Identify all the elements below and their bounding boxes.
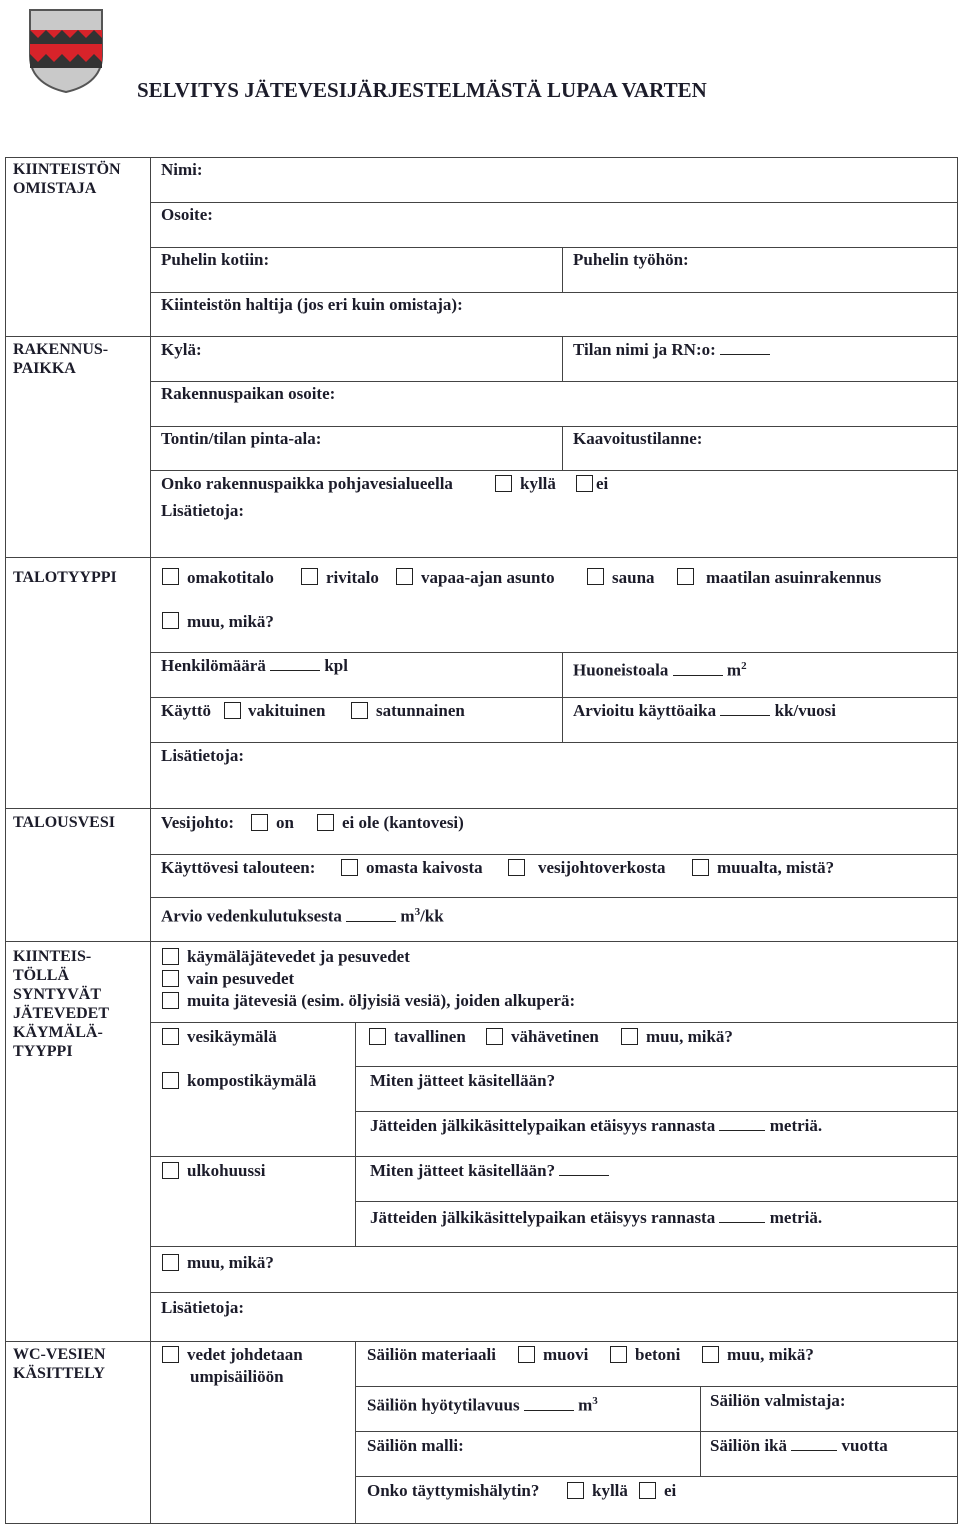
material-concrete-checkbox[interactable]	[610, 1346, 627, 1363]
own-well-checkbox[interactable]	[341, 859, 358, 876]
phone-work-field[interactable]: Puhelin työhön:	[573, 250, 689, 269]
estate-field[interactable]	[573, 340, 770, 360]
outhouse-checkbox[interactable]	[162, 1162, 179, 1179]
section-house-type: TALOTYYPPI	[13, 569, 117, 586]
house-other-checkbox[interactable]	[162, 612, 179, 629]
usetime-unit: kk/vuosi	[774, 701, 837, 720]
persons-field[interactable]	[161, 656, 348, 676]
groundwater-no-label: ei	[596, 474, 609, 493]
area-label: Huoneistoala	[573, 660, 669, 680]
other-waste-label: muita jätevesiä (esim. öljyisiä vesiä), joiden alkuperä:	[187, 991, 576, 1010]
compost-toilet-checkbox[interactable]	[162, 1072, 179, 1089]
distance2-label: Jätteiden jälkikäsittelypaikan etäisyys rannasta	[370, 1208, 716, 1227]
tank-model-field[interactable]: Säiliön malli:	[367, 1436, 464, 1455]
pipe-none-label: ei ole (kantovesi)	[342, 813, 464, 832]
material-concrete-label: betoni	[635, 1345, 681, 1364]
water-toilet-label: vesikäymälä	[187, 1027, 277, 1046]
owner-name-field[interactable]: Nimi:	[161, 160, 203, 179]
section-owner: KIINTEISTÖN OMISTAJA	[13, 161, 121, 197]
capacity-label: Säiliön hyötytilavuus	[367, 1395, 520, 1415]
toilet-other-label: muu, mikä?	[646, 1027, 733, 1046]
area-exponent: 2	[741, 660, 747, 672]
site-area-field[interactable]: Tontin/tilan pinta-ala:	[161, 429, 322, 448]
groundwater-yes-checkbox[interactable]	[495, 475, 512, 492]
water-toilet-checkbox[interactable]	[162, 1028, 179, 1045]
persons-unit: kpl	[324, 656, 348, 675]
source-label: Käyttövesi talouteen:	[161, 858, 316, 877]
alarm-yes-label: kyllä	[592, 1481, 628, 1500]
groundwater-question: Onko rakennuspaikka pohjavesialueella	[161, 474, 453, 493]
house-other-label: muu, mikä?	[187, 612, 274, 631]
pipe-label: Vesijohto:	[161, 813, 235, 832]
toilet-normal-label: tavallinen	[394, 1027, 466, 1046]
holder-field[interactable]: Kiinteistön haltija (jos eri kuin omistaja):	[161, 295, 463, 314]
section-waste-water: KIINTEIS-TÖLLÄ SYNTYVÄT JÄTEVEDET KÄYMÄLÄ-TYYPPI	[13, 948, 109, 1060]
toilet-and-wash-label: käymäläjätevedet ja pesuvedet	[187, 947, 410, 966]
alarm-no-label: ei	[664, 1481, 677, 1500]
consumption-label: Arvio vedenkulutuksesta	[161, 906, 342, 926]
compost-toilet-label: kompostikäymälä	[187, 1071, 317, 1090]
outhouse-handling-field[interactable]	[370, 1161, 609, 1181]
village-field[interactable]: Kylä:	[161, 340, 202, 359]
distance-label: Jätteiden jälkikäsittelypaikan etäisyys rannasta	[370, 1116, 716, 1135]
toilet-other2-label: muu, mikä?	[187, 1253, 274, 1272]
area-unit: m	[726, 660, 742, 680]
zoning-field[interactable]: Kaavoitustilanne:	[573, 429, 703, 448]
document-title: SELVITYS JÄTEVESIJÄRJESTELMÄSTÄ LUPAA VARTEN	[137, 78, 707, 102]
use-permanent-label: vakituinen	[248, 701, 326, 720]
coat-of-arms-logo	[28, 8, 104, 94]
sealed-tank-checkbox[interactable]	[162, 1346, 179, 1363]
sealed-tank-label-1: vedet johdetaan	[187, 1345, 303, 1364]
water-network-label: vesijohtoverkosta	[538, 858, 666, 877]
sauna-checkbox[interactable]	[587, 568, 604, 585]
tank-capacity-field[interactable]	[367, 1391, 598, 1416]
omakotitalo-checkbox[interactable]	[162, 568, 179, 585]
tank-material-label: Säiliön materiaali	[367, 1345, 496, 1364]
section-household-water: TALOUSVESI	[13, 814, 115, 831]
toilet-lowflow-label: vähävetinen	[511, 1027, 599, 1046]
pipe-on-label: on	[276, 813, 294, 832]
toilet-lowflow-checkbox[interactable]	[486, 1028, 503, 1045]
wash-only-label: vain pesuvedet	[187, 969, 295, 988]
waste-info-field[interactable]: Lisätietoja:	[161, 1298, 245, 1317]
pipe-none-checkbox[interactable]	[317, 814, 334, 831]
usetime-label: Arvioitu käyttöaika	[573, 701, 717, 720]
use-label: Käyttö	[161, 701, 212, 720]
vapaa-ajan-label: vapaa-ajan asunto	[421, 568, 555, 587]
persons-label: Henkilömäärä	[161, 656, 266, 675]
groundwater-no-checkbox[interactable]	[576, 475, 593, 492]
rivitalo-label: rivitalo	[326, 568, 379, 587]
pipe-on-checkbox[interactable]	[251, 814, 268, 831]
alarm-question: Onko täyttymishälytin?	[367, 1481, 540, 1500]
maatila-checkbox[interactable]	[677, 568, 694, 585]
section-building-site: RAKENNUS-PAIKKA	[13, 341, 109, 377]
tank-age-field[interactable]	[710, 1436, 888, 1456]
water-elsewhere-label: muualta, mistä?	[717, 858, 835, 877]
rivitalo-checkbox[interactable]	[301, 568, 318, 585]
house-info-field[interactable]: Lisätietoja:	[161, 746, 245, 765]
handling2-label: Miten jätteet käsitellään?	[370, 1161, 556, 1180]
alarm-yes-checkbox[interactable]	[567, 1482, 584, 1499]
toilet-other2-checkbox[interactable]	[162, 1254, 179, 1271]
maatila-label: maatilan asuinrakennus	[706, 568, 882, 587]
omakotitalo-label: omakotitalo	[187, 568, 274, 587]
site-info-field[interactable]: Lisätietoja:	[161, 501, 245, 520]
site-address-field[interactable]: Rakennuspaikan osoite:	[161, 384, 336, 403]
own-well-label: omasta kaivosta	[366, 858, 483, 877]
toilet-other-checkbox[interactable]	[621, 1028, 638, 1045]
compost-distance-field[interactable]	[370, 1116, 822, 1136]
use-permanent-checkbox[interactable]	[224, 702, 241, 719]
owner-address-field[interactable]: Osoite:	[161, 205, 213, 224]
toilet-normal-checkbox[interactable]	[369, 1028, 386, 1045]
material-plastic-checkbox[interactable]	[518, 1346, 535, 1363]
groundwater-yes-label: kyllä	[520, 474, 556, 493]
distance-unit: metriä.	[769, 1116, 823, 1135]
alarm-no-checkbox[interactable]	[639, 1482, 656, 1499]
estate-label: Tilan nimi ja RN:o:	[573, 340, 716, 359]
water-elsewhere-checkbox[interactable]	[692, 859, 709, 876]
material-other-checkbox[interactable]	[702, 1346, 719, 1363]
consumption-field[interactable]	[161, 902, 444, 927]
other-waste-checkbox[interactable]	[162, 992, 179, 1009]
use-occasional-label: satunnainen	[376, 701, 465, 720]
outhouse-distance-field[interactable]	[370, 1208, 822, 1228]
sealed-tank-label-2: umpisäiliöön	[190, 1367, 284, 1386]
section-wc-treatment: WC-VESIEN KÄSITTELY	[13, 1346, 106, 1382]
age-label: Säiliön ikä	[710, 1436, 788, 1455]
usage-time-field[interactable]	[573, 701, 836, 721]
sauna-label: sauna	[612, 568, 655, 587]
floor-area-field[interactable]	[573, 656, 747, 681]
vapaa-ajan-checkbox[interactable]	[396, 568, 413, 585]
material-other-label: muu, mikä?	[727, 1345, 814, 1364]
capacity-exponent: 3	[592, 1395, 598, 1407]
wash-only-checkbox[interactable]	[162, 970, 179, 987]
capacity-unit: m	[578, 1395, 593, 1415]
consumption-unit: m	[400, 906, 415, 926]
use-occasional-checkbox[interactable]	[351, 702, 368, 719]
tank-maker-field[interactable]: Säiliön valmistaja:	[710, 1391, 846, 1410]
compost-handling-field[interactable]: Miten jätteet käsitellään?	[370, 1071, 556, 1090]
distance2-unit: metriä.	[769, 1208, 823, 1227]
phone-home-field[interactable]: Puhelin kotiin:	[161, 250, 270, 269]
consumption-exponent: 3	[414, 906, 421, 918]
water-network-checkbox[interactable]	[508, 859, 525, 876]
age-unit: vuotta	[841, 1436, 888, 1455]
outhouse-label: ulkohuussi	[187, 1161, 266, 1180]
material-plastic-label: muovi	[543, 1345, 589, 1364]
consumption-unit-suffix: /kk	[420, 906, 444, 926]
toilet-and-wash-checkbox[interactable]	[162, 948, 179, 965]
